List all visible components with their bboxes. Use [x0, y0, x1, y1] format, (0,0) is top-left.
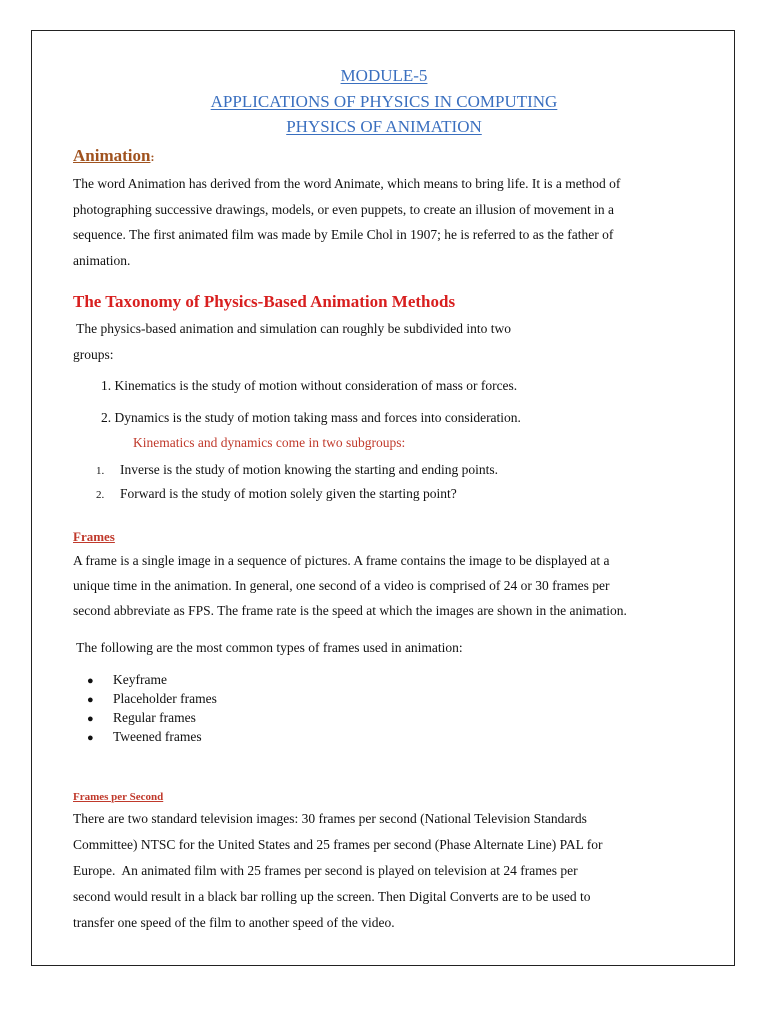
animation-paragraph-line-4: animation.	[73, 253, 131, 268]
subgroup-item	[96, 481, 457, 508]
frames-heading: Frames	[73, 529, 115, 544]
subgroups-heading: Kinematics and dynamics come in two subgroups:	[133, 435, 406, 450]
list-item-text: Keyframe	[113, 672, 167, 687]
fps-paragraph-line-1: There are two standard television images: 30 frames per second (National Television Standards	[73, 811, 587, 826]
subgroup-item	[96, 457, 498, 484]
frames-paragraph-line-2: unique time in the animation. In general, one second of a video is comprised of 24 or 30 frames per	[73, 578, 610, 593]
list-item-text: Placeholder frames	[113, 691, 217, 706]
animation-heading-colon: :	[150, 150, 155, 164]
animation-paragraph-line-3: sequence. The first animated film was made by Emile Chol in 1907; he is referred to as the father of	[73, 227, 614, 242]
animation-heading-text: Animation	[73, 146, 151, 165]
bullet-icon: ●	[87, 675, 94, 687]
fps-heading: Frames per Second	[73, 791, 164, 803]
fps-paragraph-line-5: transfer one speed of the film to another speed of the video.	[73, 915, 395, 930]
subgroup-text: Forward is the study of motion solely given the starting point?	[120, 486, 457, 501]
frame-types-list	[87, 671, 217, 747]
taxonomy-intro-line-1: The physics-based animation and simulation can roughly be subdivided into two	[73, 321, 512, 336]
bullet-icon: ●	[87, 732, 94, 744]
animation-heading	[73, 146, 154, 166]
fps-paragraph-line-4: second would result in a black bar rolling up the screen. Then Digital Converts are to be used to	[73, 889, 591, 904]
bullet-icon: ●	[87, 713, 94, 725]
list-item	[87, 709, 196, 728]
fps-paragraph-line-3: Europe. An animated film with 25 frames per second is played on television at 24 frames per	[73, 863, 578, 878]
animation-paragraph-line-2: photographing successive drawings, models, or even puppets, to create an illusion of movement in a	[73, 202, 614, 217]
group-kinematics: 1. Kinematics is the study of motion without consideration of mass or forces.	[101, 378, 518, 393]
module-subtitle-1: APPLICATIONS OF PHYSICS IN COMPUTING	[210, 92, 558, 111]
module-subtitle-2: PHYSICS OF ANIMATION	[286, 117, 482, 136]
list-item	[87, 690, 217, 709]
bullet-icon: ●	[87, 694, 94, 706]
module-title: MODULE-5	[340, 66, 428, 85]
list-item-text: Regular frames	[113, 710, 196, 725]
taxonomy-intro-line-2: groups:	[73, 347, 114, 362]
fps-paragraph-line-2: Committee) NTSC for the United States and 25 frames per second (Phase Alternate Line) PAL for	[73, 837, 603, 852]
list-item	[87, 671, 167, 690]
list-item	[87, 728, 202, 747]
subgroup-number: 1.	[96, 465, 105, 477]
list-item-text: Tweened frames	[113, 729, 202, 744]
subgroup-number: 2.	[96, 489, 105, 501]
animation-paragraph-line-1: The word Animation has derived from the word Animate, which means to bring life. It is a method of	[73, 176, 621, 191]
frames-list-intro: The following are the most common types of frames used in animation:	[73, 640, 463, 655]
frames-paragraph-line-1: A frame is a single image in a sequence of pictures. A frame contains the image to be displayed at a	[73, 553, 610, 568]
frames-paragraph-line-3: second abbreviate as FPS. The frame rate is the speed at which the images are shown in the animation.	[73, 603, 627, 618]
subgroup-text: Inverse is the study of motion knowing the starting and ending points.	[120, 462, 498, 477]
group-dynamics: 2. Dynamics is the study of motion taking mass and forces into consideration.	[101, 410, 521, 425]
taxonomy-heading: The Taxonomy of Physics-Based Animation Methods	[73, 292, 456, 311]
